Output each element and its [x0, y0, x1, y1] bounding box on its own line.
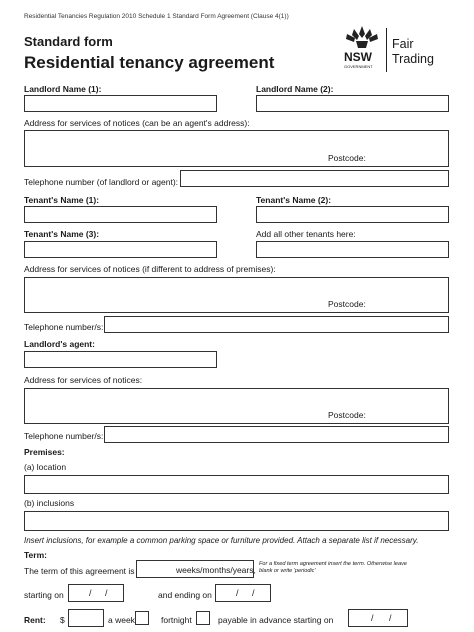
logo-government-text: GOVERNMENT	[344, 64, 373, 69]
landlord-name1-label: Landlord Name (1):	[24, 84, 102, 94]
landlord-address-label: Address for services of notices (can be an agent's address):	[24, 118, 250, 128]
term-length-field[interactable]	[136, 560, 254, 578]
landlord-name2-label: Landlord Name (2):	[256, 84, 334, 94]
premises-inclusions-field[interactable]	[24, 511, 449, 531]
landlord-name1-field[interactable]	[24, 95, 217, 112]
date-separator: /	[89, 588, 92, 598]
premises-location-label: (a) location	[24, 462, 67, 472]
page-title: Residential tenancy agreement	[24, 53, 275, 72]
logo-brand-line2: Trading	[392, 52, 434, 66]
waratah-icon	[342, 24, 382, 50]
tenant-phone-label: Telephone number/s:	[24, 322, 104, 332]
regulation-reference: Residential Tenancies Regulation 2010 Schedule 1 Standard Form Agreement (Clause 4(1))	[24, 13, 289, 20]
nsw-fair-trading-logo	[340, 24, 450, 80]
tenant-others-label: Add all other tenants here:	[256, 229, 356, 239]
landlord-address-field[interactable]	[24, 130, 449, 167]
fortnight-label: fortnight	[161, 615, 192, 625]
logo-nsw-text: NSW	[344, 50, 372, 64]
date-separator: /	[105, 588, 108, 598]
tenant-address-label: Address for services of notices (if different to address of premises):	[24, 264, 276, 274]
landlord-postcode-label: Postcode:	[328, 153, 366, 163]
end-date-field[interactable]	[215, 584, 271, 602]
date-separator: /	[371, 613, 374, 623]
landlord-name2-field[interactable]	[256, 95, 449, 112]
fixed-term-note: For a fixed term agreement insert the term. Otherwise leave blank or write 'periodic'	[259, 561, 407, 574]
agent-address-label: Address for services of notices:	[24, 375, 143, 385]
agent-address-field[interactable]	[24, 388, 449, 424]
tenant-postcode-label: Postcode:	[328, 299, 366, 309]
tenant-name2-label: Tenant's Name (2):	[256, 195, 332, 205]
tenant-name1-field[interactable]	[24, 206, 217, 223]
fortnight-checkbox[interactable]	[196, 611, 210, 625]
agent-phone-label: Telephone number/s:	[24, 431, 104, 441]
tenant-name3-field[interactable]	[24, 241, 217, 258]
agent-name-field[interactable]	[24, 351, 217, 368]
date-separator: /	[252, 588, 255, 598]
start-date-field[interactable]	[68, 584, 124, 602]
landlord-phone-label: Telephone number (of landlord or agent):	[24, 177, 179, 187]
premises-inclusions-label: (b) inclusions	[24, 498, 75, 508]
starting-label: starting on	[24, 590, 64, 600]
term-label: The term of this agreement is	[24, 566, 135, 576]
tenant-address-field[interactable]	[24, 277, 449, 313]
ending-label: and ending on	[158, 590, 212, 600]
rent-amount-field[interactable]	[68, 609, 104, 627]
rent-currency: $	[60, 615, 65, 625]
form-subtitle: Standard form	[24, 34, 113, 49]
tenant-name1-label: Tenant's Name (1):	[24, 195, 100, 205]
agent-phone-field[interactable]	[104, 426, 449, 443]
logo-brand-line1: Fair	[392, 37, 414, 51]
landlord-phone-field[interactable]	[180, 170, 449, 187]
rent-start-date-field[interactable]	[348, 609, 408, 627]
agent-heading: Landlord's agent:	[24, 339, 95, 349]
tenant-others-field[interactable]	[256, 241, 449, 258]
inclusions-note: Insert inclusions, for example a common parking space or furniture provided. Attach a separate list if necessary.	[24, 536, 419, 545]
date-separator: /	[389, 613, 392, 623]
term-heading: Term:	[24, 550, 47, 560]
tenant-phone-field[interactable]	[104, 316, 449, 333]
tenant-name2-field[interactable]	[256, 206, 449, 223]
logo-divider	[386, 28, 387, 72]
tenant-name3-label: Tenant's Name (3):	[24, 229, 100, 239]
term-units: weeks/months/years,	[176, 565, 256, 575]
week-checkbox[interactable]	[135, 611, 149, 625]
agent-postcode-label: Postcode:	[328, 410, 366, 420]
premises-location-field[interactable]	[24, 475, 449, 494]
date-separator: /	[236, 588, 239, 598]
rent-label: Rent:	[24, 615, 46, 625]
payable-label: payable in advance starting on	[218, 615, 334, 625]
premises-heading: Premises:	[24, 447, 65, 457]
week-label: a week	[108, 615, 135, 625]
